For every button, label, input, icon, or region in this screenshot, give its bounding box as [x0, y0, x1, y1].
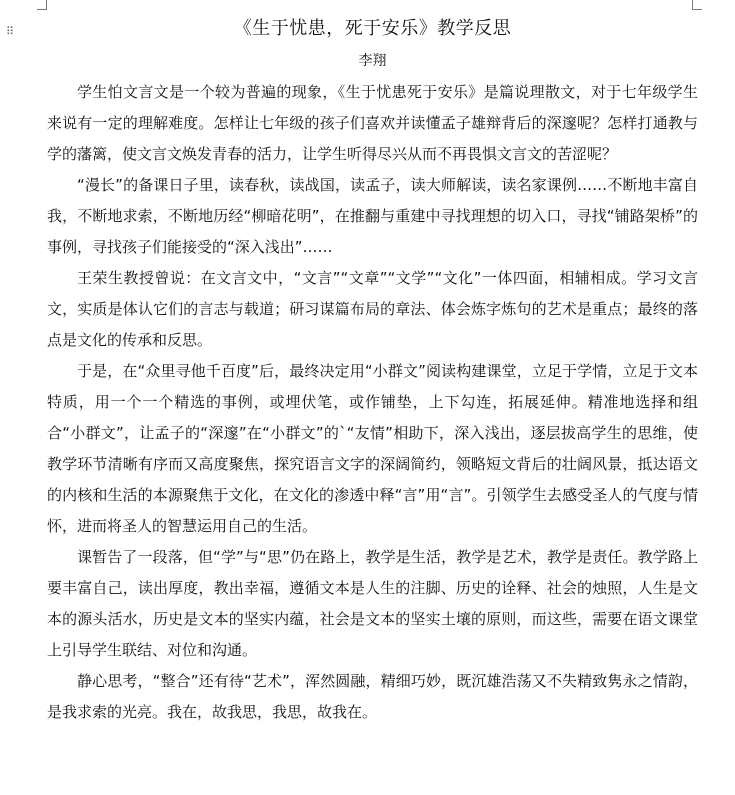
page-corner-mark-top-right — [692, 0, 702, 10]
paragraph-3: 王荣生教授曾说：在文言文中，“文言”“文章”“文学”“文化”一体四面，相辅相成。学习文言文，实质是体认它们的言志与载道；研习谋篇布局的章法、体会炼字炼句的艺术是重点；最终的落点是文化的传承和反思。 — [47, 269, 698, 349]
document-author: 李翔 — [358, 53, 387, 69]
page-corner-mark-top-left — [37, 0, 47, 10]
paragraph-2: “漫长”的备课日子里，读春秋，读战国，读孟子，读大师解读，读名家课例……不断地丰富自我，不断地求索，不断地历经“柳暗花明”，在推翻与重建中寻找理想的切入口，寻找“铺路架桥”的事例，寻找孩子们能接受的“深入浅出”…… — [47, 176, 698, 256]
paragraph-5: 课暂告了一段落，但“学”与“思”仍在路上，教学是生活，教学是艺术，教学是责任。教学路上要丰富自己，读出厚度，教出幸福，遵循文本是人生的注脚、历史的诠释、社会的烛照，人生是文本的源头活水，历史是文本的坚实内蕴，社会是文本的坚实土壤的原则，而这些，需要在语文课堂上引导学生联结、对位和沟通。 — [47, 548, 698, 659]
paragraph-4: 于是，在“众里寻他千百度”后，最终决定用“小群文”阅读构建课堂，立足于学情，立足于文本特质，用一个一个精选的事例，或埋伏笔，或作铺垫，上下勾连，拓展延伸。精准地选择和组合“小群文”，让孟子的“深邃”在“小群文”的`“友情”相助下，深入浅出，逐层拔高学生的思维，使教学环节清晰有序而又高度聚焦，探究语言文字的深阔简约，领略短文背后的壮阔风景，抵达语文的内核和生活的本源聚焦于文化，在文化的渗透中释“言”用“言”。引领学生去感受圣人的气度与情怀，进而将圣人的智慧运用自己的生活。 — [47, 362, 698, 535]
document-title: 《生于忧患，死于安乐》教学反思 — [233, 18, 512, 39]
paragraph-6: 静心思考，“整合”还有待“艺术”，浑然圆融，精细巧妙，既沉雄浩荡又不失精致隽永之情韵，是我求索的光亮。我在，故我思，我思，故我在。 — [47, 672, 698, 721]
document-body — [47, 14, 698, 728]
paragraph-1: 学生怕文言文是一个较为普遍的现象，《生于忧患死于安乐》是篇说理散文，对于七年级学生来说有一定的理解难度。怎样让七年级的孩子们喜欢并读懂孟子雄辩背后的深邃呢？怎样打通教与学的藩篱，使文言文焕发青春的活力，让学生听得尽兴从而不再畏惧文言文的苦涩呢？ — [47, 83, 698, 163]
drag-handle-icon[interactable]: ⠿ — [6, 25, 14, 38]
